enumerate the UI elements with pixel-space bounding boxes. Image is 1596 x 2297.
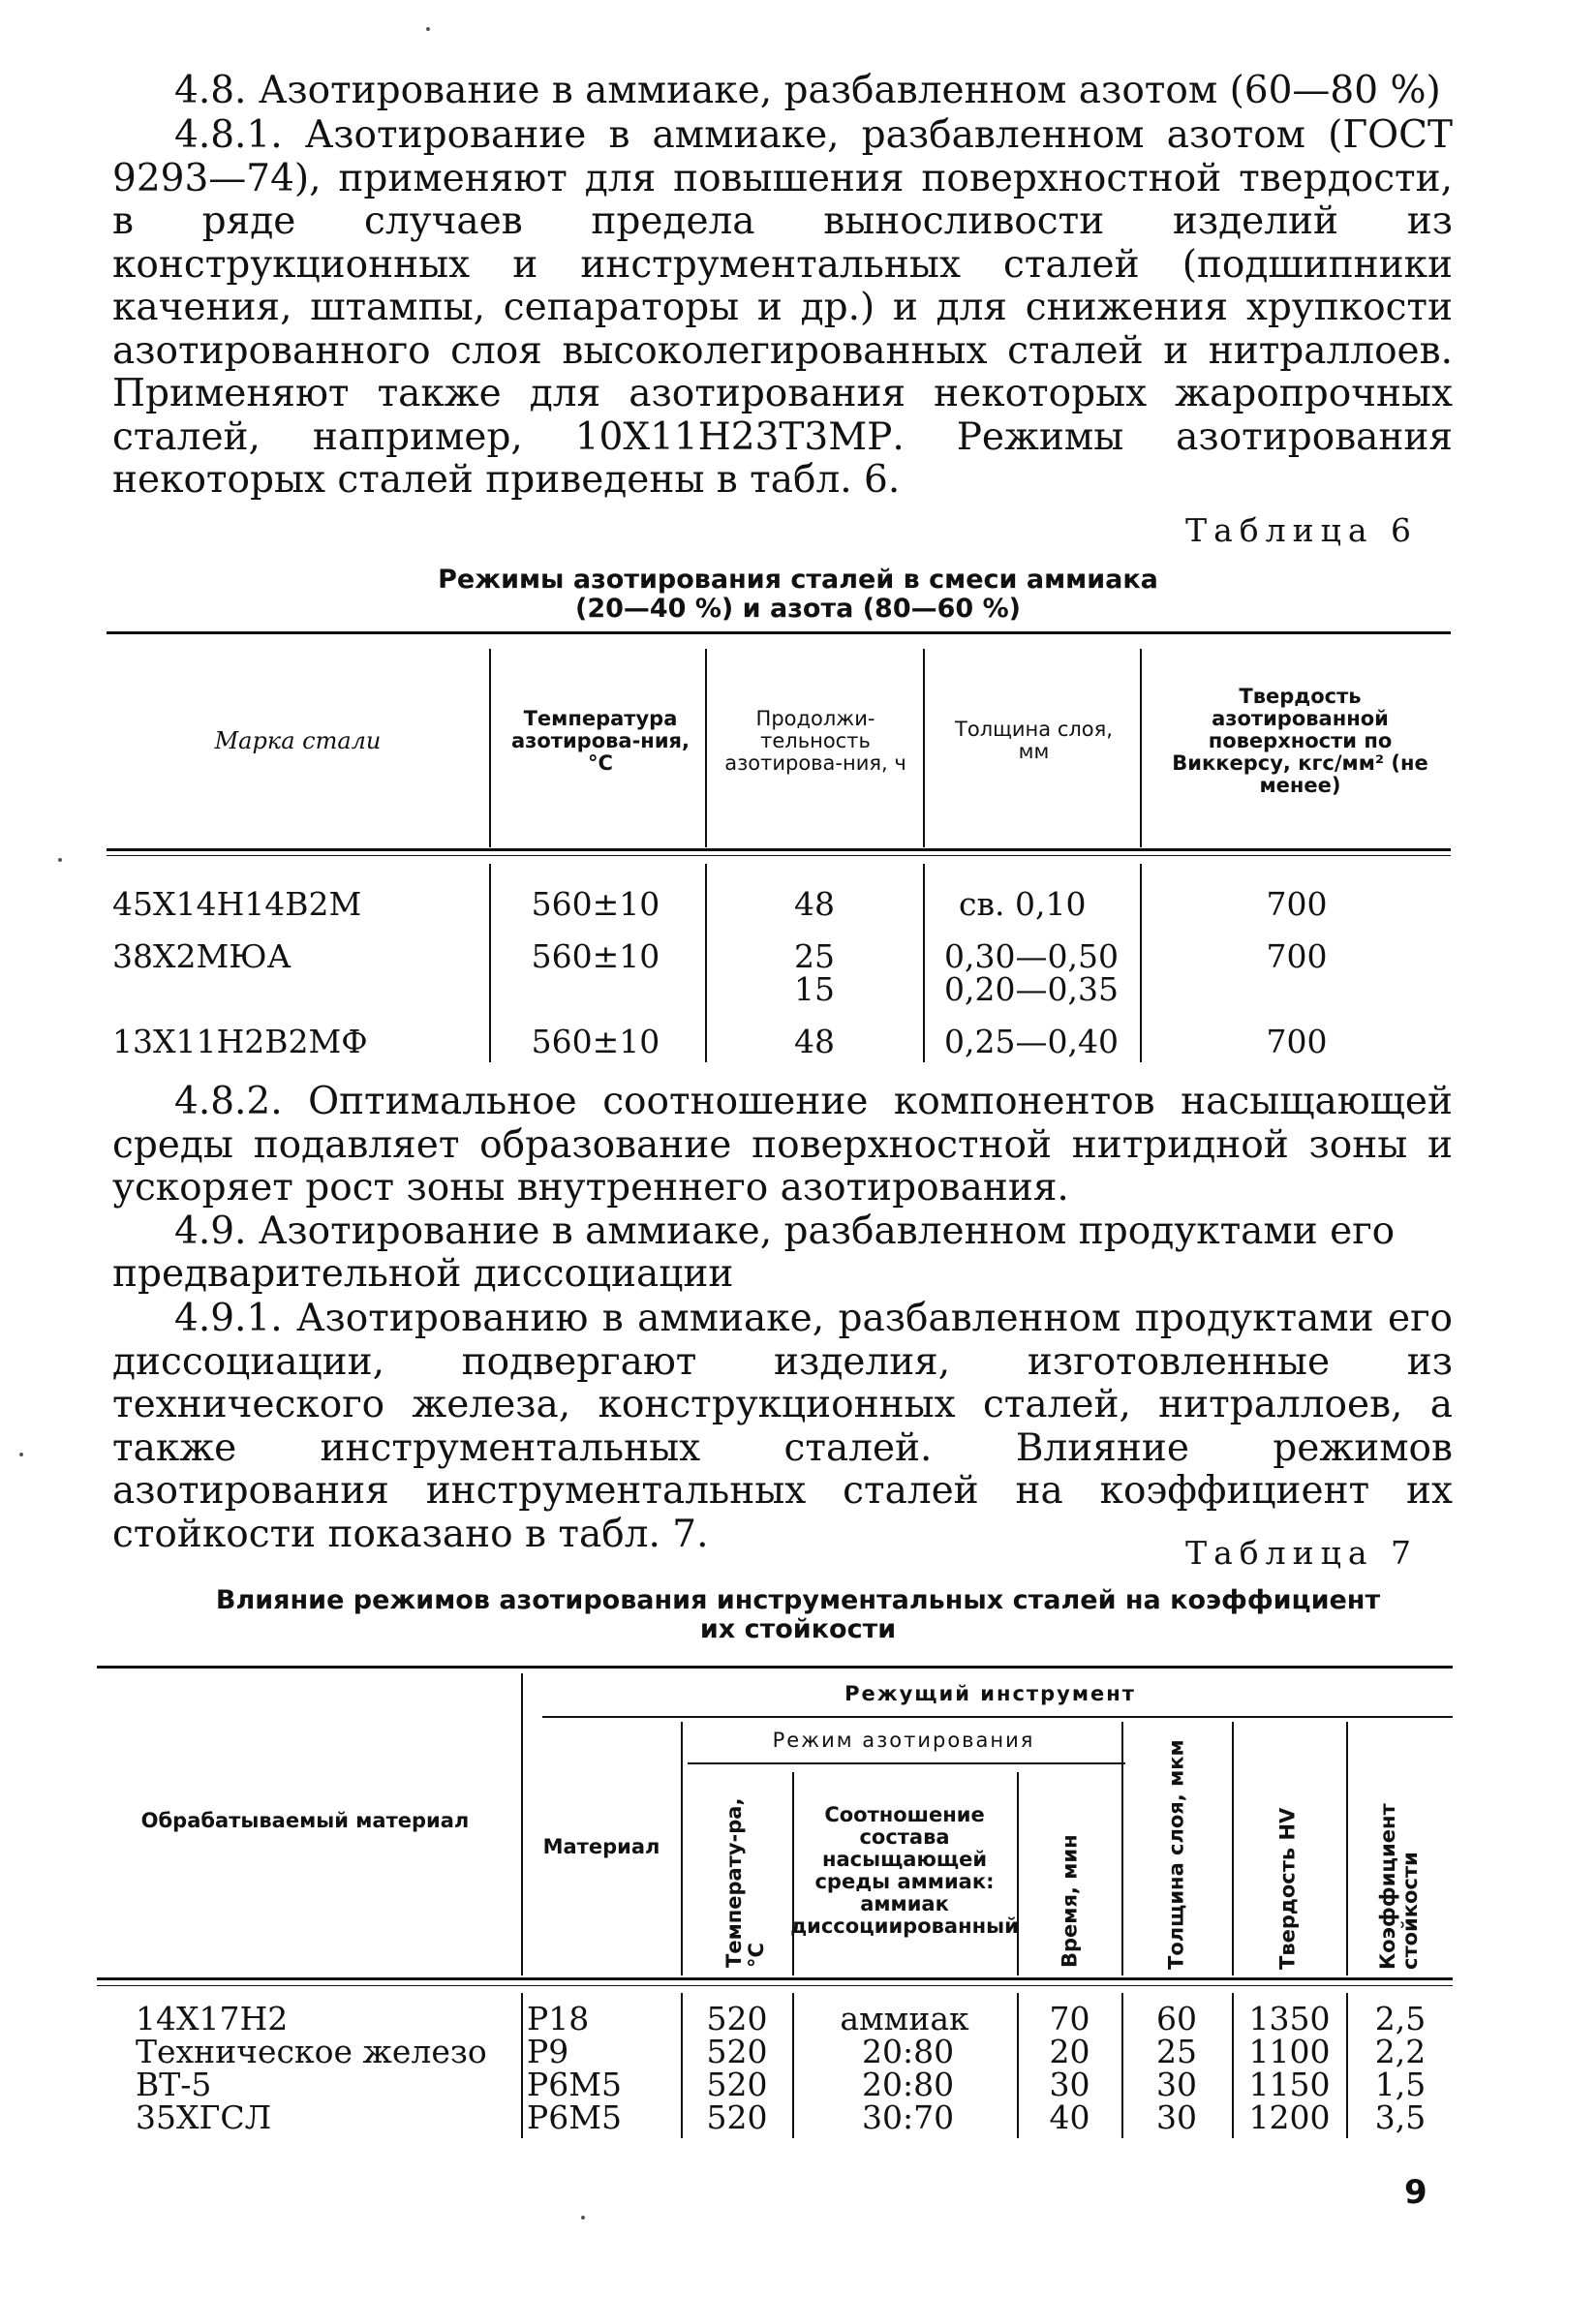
table7-cell-hardness: 1100 xyxy=(1248,2033,1331,2070)
section-4-9-heading-line2: предварительной диссоциации xyxy=(112,1252,734,1296)
table7-header-temp: Температу-ра, °С xyxy=(722,1797,768,1968)
table7-subrule2 xyxy=(688,1762,1125,1764)
table7-cell-processed: 35ХГСЛ xyxy=(136,2098,272,2136)
table6-vline xyxy=(1140,649,1142,847)
table7-cell-processed: Техническое железо xyxy=(136,2033,487,2070)
table6-vline xyxy=(705,864,707,1062)
scan-speck xyxy=(581,2216,585,2220)
table7-cell-time: 40 xyxy=(1049,2098,1090,2136)
table7-cell-hardness: 1150 xyxy=(1248,2066,1331,2103)
table7-label: Таблица 7 xyxy=(1185,1534,1418,1572)
table7-header-coef: Коэффициент стойкости xyxy=(1376,1803,1422,1970)
table6-vline xyxy=(489,864,491,1062)
table7-header-thickness: Толщина слоя, мкм xyxy=(1164,1739,1188,1970)
section-4-8-heading: 4.8. Азотирование в аммиаке, разбавленном азотом (60—80 %) xyxy=(174,69,1441,112)
table7-header-material: Материал xyxy=(542,1835,660,1858)
table6-cell-steel: 45Х14Н14В2М xyxy=(112,885,362,923)
table7-cell-ratio: аммиак xyxy=(840,2000,969,2037)
table7-cell-temp: 520 xyxy=(706,2000,768,2037)
table7-cell-material: Р6М5 xyxy=(527,2066,622,2103)
section-4-9-heading-line1: 4.9. Азотирование в аммиаке, разбавленном продуктами его xyxy=(174,1210,1396,1253)
table7-cell-material: Р9 xyxy=(527,2033,569,2070)
table7-subrule1 xyxy=(542,1716,1453,1718)
table7-cell-coef: 2,2 xyxy=(1374,2033,1427,2070)
table6-cell-steel: 38Х2МЮА xyxy=(112,937,292,975)
table7-cell-thickness: 25 xyxy=(1156,2033,1197,2070)
table7-top-rule xyxy=(97,1666,1453,1669)
table6-title-line2: (20—40 %) и азота (80—60 %) xyxy=(574,594,1021,624)
table7-cell-time: 20 xyxy=(1049,2033,1090,2070)
table6-header-duration: Продолжи-тельность азотирова-ния, ч xyxy=(724,706,906,775)
table6-cell-temp: 560±10 xyxy=(531,885,660,923)
table6-cell-temp: 560±10 xyxy=(531,937,660,975)
table7-cell-ratio: 30:70 xyxy=(862,2098,955,2136)
paragraph-4-8-2: 4.8.2. Оптимальное соотношение компонентов насыщающей среды подавляет образование поверхностной нитридной зоны и ускоряет рост зоны внутреннего азотирования. xyxy=(112,1080,1453,1210)
table7-cell-thickness: 60 xyxy=(1156,2000,1197,2037)
table6-cell-thickness: 0,25—0,40 xyxy=(944,1023,1119,1060)
scan-speck xyxy=(19,1453,23,1456)
table6-cell-hardness: 700 xyxy=(1266,885,1328,923)
table6-vline xyxy=(923,649,925,847)
table7-cell-temp: 520 xyxy=(706,2066,768,2103)
table6-header-thickness: Толщина слоя, мм xyxy=(955,718,1113,763)
table7-cell-ratio: 20:80 xyxy=(862,2066,955,2103)
table7-header-cutting-tool: Режущий инструмент xyxy=(844,1681,1136,1705)
table7-cell-temp: 520 xyxy=(706,2033,768,2070)
table6-label: Таблица 6 xyxy=(1185,511,1418,549)
table7-header-rule2 xyxy=(97,1985,1453,1986)
table6-vline xyxy=(1140,864,1142,1062)
table7 xyxy=(97,1666,1453,2140)
table7-header-mode: Режим азотирования xyxy=(772,1728,1035,1752)
table7-vline xyxy=(681,1722,683,1975)
scan-speck xyxy=(426,27,430,31)
table6-header-rule xyxy=(107,848,1451,851)
table7-cell-processed: ВТ-5 xyxy=(136,2066,212,2103)
table6 xyxy=(107,629,1451,1060)
table6-header-hardness: Твердость азотированной поверхности по Виккерсу, кгс/мм² (не менее) xyxy=(1172,684,1428,797)
table7-cell-thickness: 30 xyxy=(1156,2066,1197,2103)
paragraph-4-9-1: 4.9.1. Азотированию в аммиаке, разбавленном продуктами его диссоциации, подвергают изделия, изготовленные из технического железа, конструкционных сталей, нитраллоев, а также инструментальных сталей. Влияние режимов азотирования инструментальных сталей на коэффициент их стойкости показано в табл. 7. xyxy=(112,1297,1453,1556)
table7-cell-ratio: 20:80 xyxy=(862,2033,955,2070)
table7-cell-time: 30 xyxy=(1049,2066,1090,2103)
table6-vline xyxy=(489,649,491,847)
paragraph-4-8-1: 4.8.1. Азотирование в аммиаке, разбавленном азотом (ГОСТ 9293—74), применяют для повышения поверхностной твердости, в ряде случаев предела выносливости изделий из конструкционных и инструментальных сталей (подшипники качения, штампы, сепараторы и др.) и для снижения хрупкости азотированного слоя высоколегированных сталей и нитраллоев. Применяют также для азотирования некоторых жаропрочных сталей, например, 10Х11Н23Т3МР. Режимы азотирования некоторых сталей приведены в табл. 6. xyxy=(112,113,1453,502)
table6-cell-duration: 48 xyxy=(794,1023,835,1060)
table7-vline xyxy=(521,1993,523,2138)
table6-cell-duration: 48 xyxy=(794,885,835,923)
table7-cell-hardness: 1200 xyxy=(1248,2098,1331,2136)
table7-header-time: Время, мин xyxy=(1058,1834,1082,1968)
table6-cell-duration: 15 xyxy=(794,970,835,1008)
table7-cell-material: Р18 xyxy=(527,2000,590,2037)
table7-cell-temp: 520 xyxy=(706,2098,768,2136)
table7-cell-hardness: 1350 xyxy=(1248,2000,1331,2037)
table6-cell-thickness: 0,30—0,50 xyxy=(944,937,1119,975)
page-number: 9 xyxy=(1404,2173,1427,2212)
table7-title-line2: их стойкости xyxy=(699,1614,897,1644)
table6-vline xyxy=(705,649,707,847)
table7-cell-coef: 1,5 xyxy=(1374,2066,1427,2103)
table7-cell-thickness: 30 xyxy=(1156,2098,1197,2136)
table6-cell-hardness: 700 xyxy=(1266,1023,1328,1060)
table6-cell-hardness: 700 xyxy=(1266,937,1328,975)
table7-vline xyxy=(1346,1722,1348,1975)
table7-cell-time: 70 xyxy=(1049,2000,1090,2037)
table7-cell-material: Р6М5 xyxy=(527,2098,622,2136)
table7-cell-coef: 2,5 xyxy=(1374,2000,1427,2037)
table7-header-ratio: Соотношение состава насыщающей среды аммиак: аммиак диссоциированный xyxy=(790,1803,1019,1938)
table6-header-rule2 xyxy=(107,855,1451,856)
table7-title-line1: Влияние режимов азотирования инструментальных сталей на коэффициент xyxy=(215,1585,1381,1615)
table6-title-line1: Режимы азотирования сталей в смеси аммиака xyxy=(438,565,1158,595)
table6-header-steel: Марка стали xyxy=(214,726,382,754)
table7-header-hardness: Твердость HV xyxy=(1275,1807,1300,1970)
table6-header-temp: Температура азотирова-ния, °С xyxy=(510,706,690,775)
table7-header-rule xyxy=(97,1977,1453,1980)
table6-cell-steel: 13Х11Н2В2МФ xyxy=(112,1023,368,1060)
table6-top-rule xyxy=(107,631,1451,634)
table7-header-processed: Обрабатываемый материал xyxy=(140,1808,470,1832)
table6-cell-temp: 560±10 xyxy=(531,1023,660,1060)
table6-cell-thickness: св. 0,10 xyxy=(959,885,1087,923)
table7-cell-processed: 14Х17Н2 xyxy=(136,2000,289,2037)
table7-vline xyxy=(1121,1722,1123,1975)
table7-vline xyxy=(1232,1722,1234,1975)
table6-cell-thickness: 0,20—0,35 xyxy=(944,970,1119,1008)
table6-cell-duration: 25 xyxy=(794,937,835,975)
table7-cell-coef: 3,5 xyxy=(1374,2098,1427,2136)
scan-speck xyxy=(58,858,62,862)
table6-vline xyxy=(923,864,925,1062)
